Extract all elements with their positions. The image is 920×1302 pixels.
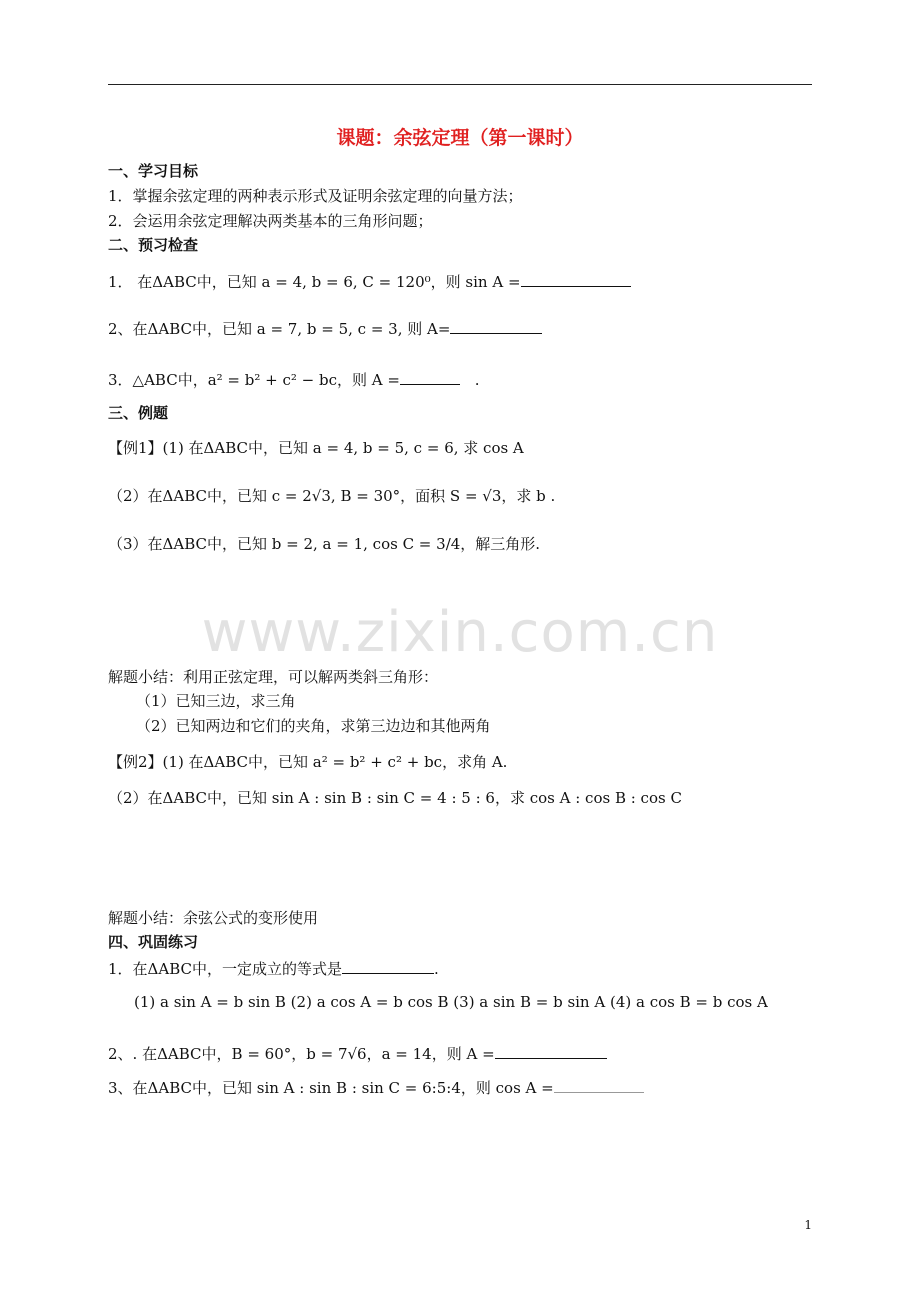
practice-question-1-options: (1) a sin A = b sin B (2) a cos A = b cos B (3) a sin B = b sin A (4) a cos B = b cos A [134, 993, 768, 1011]
answer-blank[interactable] [400, 368, 460, 385]
answer-blank[interactable] [521, 270, 631, 287]
summary1-head: 解题小结：利用正弦定理，可以解两类斜三角形： [108, 668, 439, 686]
example2-part2: （2）在ΔABC中，已知 sin A : sin B : sin C = 4 : 5 : 6，求 cos A : cos B : cos C [108, 789, 682, 807]
summary1-item-2: （2）已知两边和它们的夹角，求第三边边和其他两角 [136, 717, 491, 735]
preview-question-1-text: 1． 在ΔABC中，已知 a = 4, b = 6, C = 120⁰，则 sin A = [108, 273, 521, 291]
summary2: 解题小结：余弦公式的变形使用 [108, 909, 319, 927]
page-number: 1 [804, 1218, 812, 1232]
page-title: 课题：余弦定理（第一课时） [336, 127, 584, 149]
example1-part1: 【例1】(1) 在ΔABC中，已知 a = 4, b = 5, c = 6, 求 cos A [108, 439, 524, 457]
practice-question-3 [108, 1076, 644, 1098]
answer-blank[interactable] [554, 1076, 644, 1093]
preview-question-2-text: 2、在ΔABC中，已知 a = 7, b = 5, c = 3, 则 A= [108, 320, 451, 338]
practice-question-3-text: 3、在ΔABC中，已知 sin A : sin B : sin C = 6:5:4，则 cos A = [108, 1079, 554, 1097]
goal-item-2: 2．会运用余弦定理解决两类基本的三角形问题； [108, 212, 433, 230]
header-rule [108, 84, 812, 85]
preview-question-2 [108, 317, 542, 339]
preview-question-1 [108, 270, 631, 292]
answer-blank[interactable] [495, 1042, 607, 1059]
watermark-text: www.zixin.com.cn [201, 600, 719, 665]
practice-question-2-text: 2、. 在ΔABC中，B = 60°，b = 7√6，a = 14，则 A = [108, 1045, 495, 1063]
practice-question-1-period: . [434, 960, 439, 978]
practice-question-1 [108, 957, 439, 979]
answer-blank[interactable] [450, 317, 542, 334]
answer-blank[interactable] [342, 957, 434, 974]
section-examples: 三、例题 [108, 404, 169, 422]
section-practice: 四、巩固练习 [108, 933, 199, 951]
example1-part3: （3）在ΔABC中，已知 b = 2, a = 1, cos C = 3/4，解三角形. [108, 535, 541, 553]
goal-item-1: 1．掌握余弦定理的两种表示形式及证明余弦定理的向量方法； [108, 187, 523, 205]
example1-part2: （2）在ΔABC中，已知 c = 2√3, B = 30°，面积 S = √3，求 b . [108, 487, 556, 505]
preview-question-3 [108, 368, 480, 390]
summary1-item-1: （1）已知三边，求三角 [136, 692, 296, 710]
preview-question-3-text: 3．△ABC中，a² = b² + c² − bc，则 A = [108, 371, 400, 389]
section-preview-check: 二、预习检查 [108, 236, 199, 254]
section-learning-goals: 一、学习目标 [108, 162, 199, 180]
example2-part1: 【例2】(1) 在ΔABC中，已知 a² = b² + c² + bc，求角 A. [108, 753, 508, 771]
practice-question-1-text: 1．在ΔABC中，一定成立的等式是 [108, 960, 342, 978]
preview-question-3-period: . [474, 371, 480, 389]
practice-question-2 [108, 1042, 607, 1064]
